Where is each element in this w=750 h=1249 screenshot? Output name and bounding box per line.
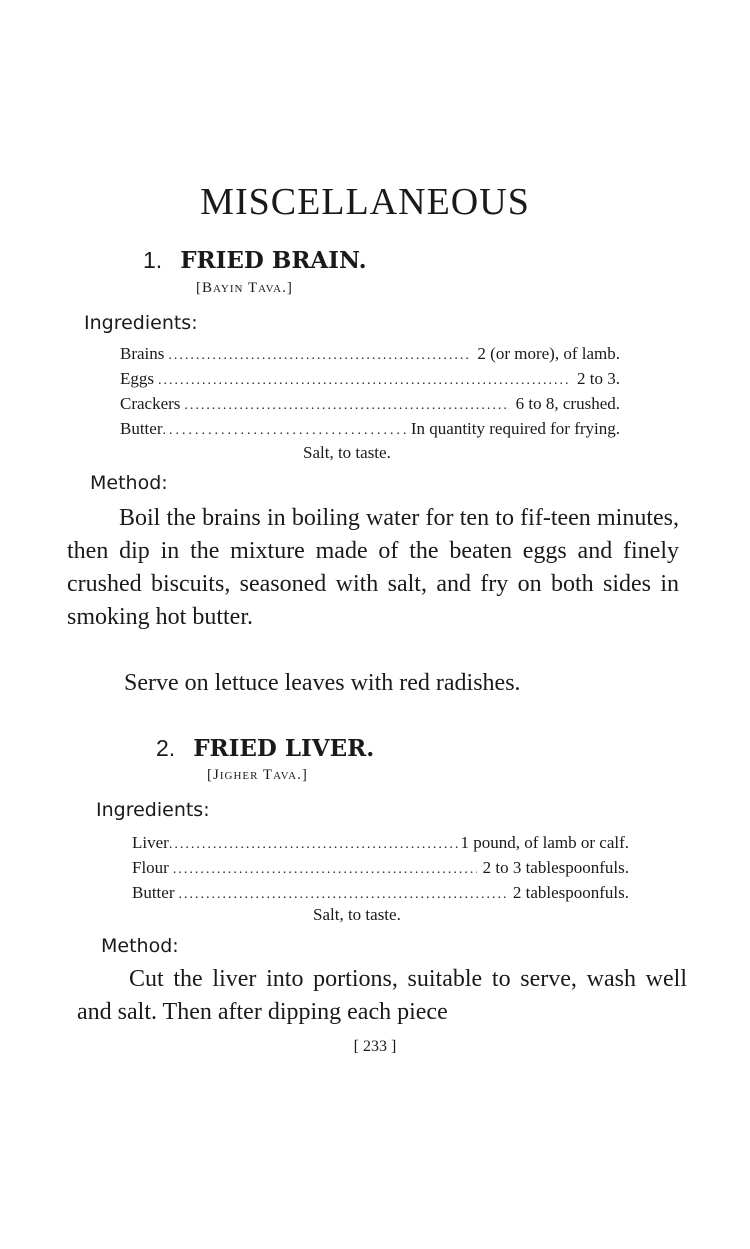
ingredient-qty: 2 tablespoonfuls. — [512, 883, 629, 902]
ingredient-qty: 2 to 3. — [577, 369, 620, 388]
ingredient-row — [132, 883, 629, 903]
ingredients-label: Ingredients: — [96, 799, 210, 821]
section-title: MISCELLANEOUS — [200, 181, 530, 223]
ingredient-name: Butter — [132, 883, 175, 902]
ingredient-name: Flour — [132, 858, 169, 877]
ingredient-name: Eggs — [120, 369, 154, 388]
method-paragraph: Boil the brains in boiling water for ten to fif-teen minutes, then dip in the mixture made of the beaten eggs and finely crushed biscuits, seasoned with salt, and fry on both sides in smoking hot butter. — [67, 505, 679, 630]
recipe-heading-fried-brain — [143, 247, 367, 274]
salt-note: Salt, to taste. — [313, 905, 401, 924]
method-label: Method: — [90, 472, 168, 494]
ingredient-row — [120, 369, 620, 389]
method-paragraph: Serve on lettuce leaves with red radishes. — [124, 670, 521, 696]
recipe-heading-fried-liver — [156, 735, 374, 762]
page-number: [ 233 ] — [353, 1038, 397, 1055]
ingredient-qty: 2 (or more), of lamb. — [477, 344, 620, 363]
dot-leader — [168, 348, 471, 364]
ingredient-qty: 1 pound, of lamb or calf. — [460, 833, 629, 852]
ingredient-qty: 6 to 8, crushed. — [515, 394, 620, 413]
ingredients-label: Ingredients: — [84, 312, 198, 334]
dot-leader — [163, 423, 409, 439]
recipe-number: 1. — [143, 247, 163, 273]
method-label: Method: — [101, 935, 179, 957]
dot-leader — [184, 398, 509, 414]
ingredient-qty: 2 to 3 tablespoonfuls. — [482, 858, 629, 877]
ingredient-name: Crackers — [120, 394, 181, 413]
ingredient-row — [120, 344, 620, 364]
recipe-number: 2. — [156, 735, 176, 761]
recipe-subtitle: [Bayin Tava.] — [196, 280, 293, 296]
ingredient-row — [120, 394, 620, 414]
dot-leader — [158, 373, 571, 389]
method-paragraph: Cut the liver into portions, suitable to serve, wash well and salt. Then after dipping each piece — [77, 966, 687, 1025]
ingredient-row — [120, 419, 620, 439]
ingredient-row — [132, 833, 629, 853]
ingredient-name: Brains — [120, 344, 165, 363]
recipe-name: FRIED BRAIN. — [180, 247, 367, 274]
dot-leader — [173, 862, 477, 878]
dot-leader — [179, 887, 507, 903]
ingredient-qty: In quantity required for frying. — [410, 419, 620, 438]
ingredient-row — [132, 858, 629, 878]
recipe-name: FRIED LIVER. — [193, 735, 375, 762]
ingredient-name: Butter — [120, 419, 163, 438]
recipe-subtitle: [Jigher Tava.] — [207, 767, 308, 783]
salt-note: Salt, to taste. — [303, 443, 391, 462]
ingredient-name: Liver — [132, 833, 169, 852]
dot-leader — [169, 837, 459, 853]
